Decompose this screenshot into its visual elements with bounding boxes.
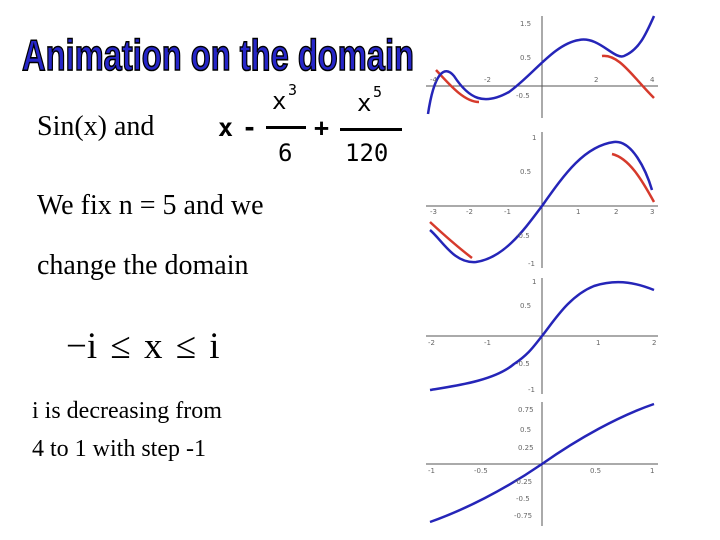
y-tick-label: 0.75 bbox=[518, 406, 534, 414]
slide-title bbox=[18, 30, 418, 78]
x-tick-label: 2 bbox=[594, 76, 599, 84]
term1-exponent: 3 bbox=[288, 81, 298, 99]
y-tick-label: -0.5 bbox=[516, 92, 530, 100]
note-line-1: i is decreasing from bbox=[32, 398, 222, 424]
formula-x: x bbox=[218, 113, 234, 142]
x-tick-label: 1 bbox=[650, 467, 655, 475]
formula-plus: + bbox=[314, 113, 330, 142]
x-tick-label: 2 bbox=[652, 339, 657, 347]
y-tick-label: -0.25 bbox=[514, 478, 533, 486]
y-tick-label: 0.5 bbox=[520, 426, 532, 434]
term2-fraction-bar bbox=[340, 128, 402, 131]
x-tick-label: -4 bbox=[430, 76, 437, 84]
taylor-curve bbox=[428, 16, 654, 114]
graph-domain-1 bbox=[424, 400, 660, 528]
y-tick-label: 0.5 bbox=[520, 302, 532, 310]
term2-exponent: 5 bbox=[373, 83, 383, 101]
y-tick-label: -0.5 bbox=[516, 495, 530, 503]
y-tick-label: -0.5 bbox=[516, 360, 530, 368]
x-tick-label: -1 bbox=[484, 339, 491, 347]
y-tick-label: -1 bbox=[528, 386, 535, 394]
y-tick-label: 0.5 bbox=[520, 168, 532, 176]
text-line-2: change the domain bbox=[37, 250, 249, 281]
term1-fraction-bar bbox=[266, 126, 306, 129]
term2-denominator: 120 bbox=[345, 139, 389, 167]
term1-numerator: x bbox=[272, 87, 287, 115]
y-tick-label: 1 bbox=[532, 278, 537, 286]
term1-denominator: 6 bbox=[278, 139, 293, 167]
formula-minus: - bbox=[242, 113, 258, 142]
x-tick-label: 3 bbox=[650, 208, 655, 216]
x-tick-label: -1 bbox=[428, 467, 435, 475]
x-tick-label: 4 bbox=[650, 76, 655, 84]
y-tick-label: -0.5 bbox=[516, 232, 530, 240]
y-tick-label: 0.5 bbox=[520, 54, 532, 62]
x-tick-label: 1 bbox=[596, 339, 601, 347]
note-line-2: 4 to 1 with step -1 bbox=[32, 436, 206, 462]
x-tick-label: -2 bbox=[484, 76, 491, 84]
y-tick-label: 1.5 bbox=[520, 20, 532, 28]
x-tick-label: 2 bbox=[614, 208, 619, 216]
x-tick-label: 0.5 bbox=[590, 467, 602, 475]
title-text: Animation on the domain bbox=[22, 31, 414, 78]
y-tick-label: -1 bbox=[528, 260, 535, 268]
term2-numerator: x bbox=[357, 89, 372, 117]
x-tick-label: -2 bbox=[466, 208, 473, 216]
domain-inequality: −i ≤ x ≤ i bbox=[66, 326, 220, 367]
function-label: Sin(x) and bbox=[37, 111, 155, 142]
x-tick-label: -2 bbox=[428, 339, 435, 347]
x-tick-label: 1 bbox=[576, 208, 581, 216]
x-tick-label: -3 bbox=[430, 208, 437, 216]
sin-curve bbox=[602, 56, 654, 98]
y-tick-label: -0.75 bbox=[514, 512, 533, 520]
graph-domain-2 bbox=[424, 276, 660, 396]
graph-domain-3 bbox=[424, 130, 660, 270]
x-tick-label: -1 bbox=[504, 208, 511, 216]
x-tick-label: -0.5 bbox=[474, 467, 488, 475]
y-tick-label: 1 bbox=[532, 134, 537, 142]
graph-domain-4 bbox=[424, 14, 660, 120]
taylor-curve bbox=[430, 142, 655, 262]
y-tick-label: 0.25 bbox=[518, 444, 534, 452]
text-line-1: We fix n = 5 and we bbox=[37, 190, 264, 221]
